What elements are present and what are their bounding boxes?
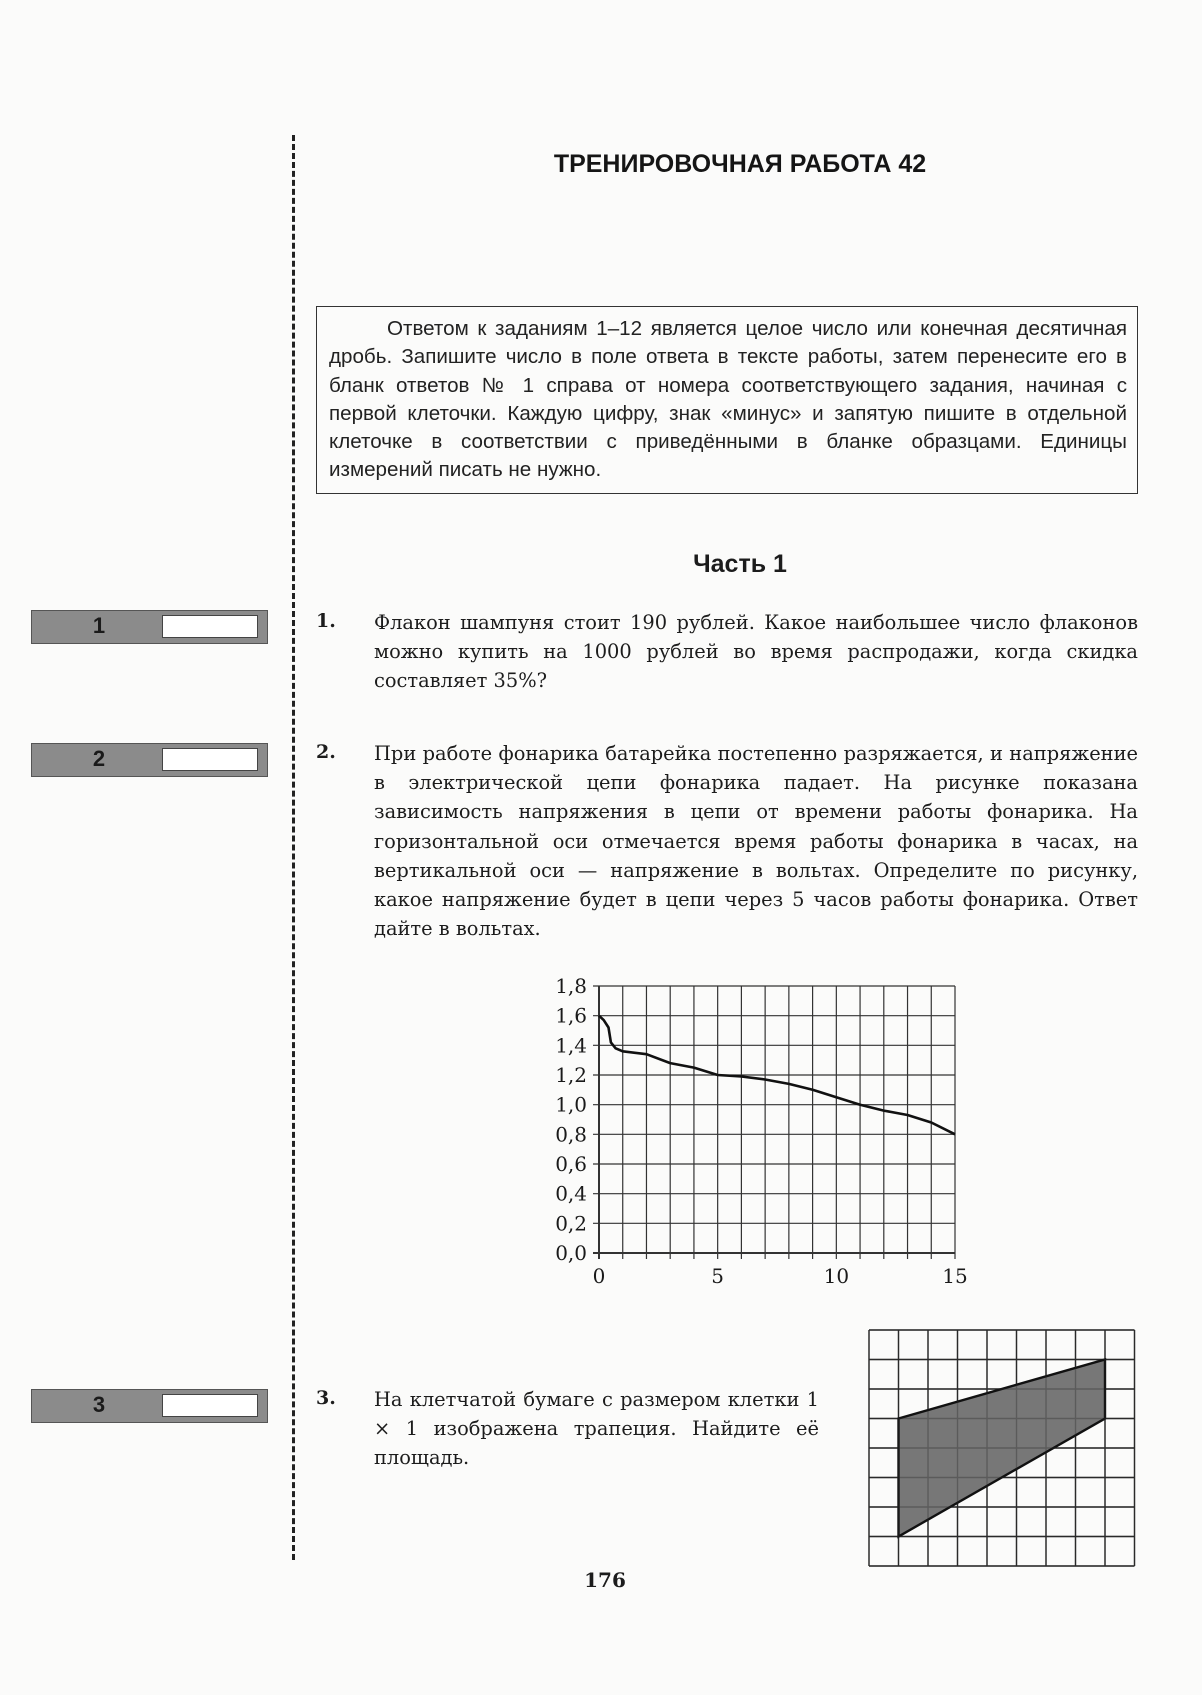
answer-box-1 bbox=[31, 610, 268, 644]
answer-field-2[interactable] bbox=[162, 748, 258, 771]
svg-text:1,4: 1,4 bbox=[555, 1033, 587, 1058]
svg-text:15: 15 bbox=[942, 1264, 968, 1288]
answer-box-3 bbox=[31, 1389, 268, 1423]
instructions-box: Ответом к заданиям 1–12 является целое число или конечная десятичная дробь. Запишите число в поле ответа в тексте работы, затем перенесите его в бланк ответов № 1 справа от номера соответствующего задания, начиная с первой клеточки. Каждую цифру, знак «минус» и запятую пишите в отдельной клеточке в соответствии с приведёнными в бланке образцами. Единицы измерений писать не нужно. bbox=[316, 306, 1138, 494]
chart-y-axis-labels bbox=[555, 974, 587, 1265]
svg-text:1,2: 1,2 bbox=[555, 1063, 587, 1087]
chart-x-axis-labels bbox=[593, 1264, 968, 1288]
svg-text:1,0: 1,0 bbox=[555, 1092, 587, 1117]
cut-line bbox=[292, 135, 295, 1560]
svg-text:0,6: 0,6 bbox=[555, 1152, 587, 1176]
chart-grid bbox=[593, 986, 955, 1259]
svg-text:0,2: 0,2 bbox=[555, 1211, 587, 1236]
answer-box-2 bbox=[31, 743, 268, 777]
answer-field-3[interactable] bbox=[162, 1394, 258, 1417]
task-1-number: 1. bbox=[316, 610, 336, 632]
svg-text:0: 0 bbox=[592, 1264, 606, 1288]
svg-text:0,0: 0,0 bbox=[555, 1241, 587, 1265]
answer-box-number: 2 bbox=[92, 746, 106, 771]
answer-field-1[interactable] bbox=[162, 615, 258, 638]
answer-box-number: 3 bbox=[92, 1392, 106, 1417]
part-heading: Часть 1 bbox=[693, 550, 787, 578]
voltage-chart bbox=[520, 965, 980, 1295]
page-number: 176 bbox=[584, 1568, 626, 1592]
svg-text:0,4: 0,4 bbox=[555, 1181, 587, 1206]
svg-text:1,8: 1,8 bbox=[555, 974, 587, 998]
task-3-number: 3. bbox=[316, 1387, 336, 1409]
svg-text:0,8: 0,8 bbox=[555, 1122, 587, 1147]
svg-text:10: 10 bbox=[823, 1264, 850, 1288]
task-2-text: При работе фонарика батарейка постепенно разряжается, и напряжение в электрической цепи фонарика падает. На рисунке показана зависимость напряжения в цепи от времени работы фонарика. На горизонтальной оси отмечается время работы фонарика в часах, на вертикальной оси — напряжение в вольтах. Определите по рисунку, какое напряжение будет в цепи через 5 часов работы фонарика. Ответ дайте в вольтах. bbox=[374, 742, 1138, 941]
svg-text:1,6: 1,6 bbox=[555, 1003, 587, 1028]
task-2-number: 2. bbox=[316, 741, 336, 763]
trapezoid-figure bbox=[862, 1324, 1144, 1574]
task-3-text: На клетчатой бумаге с размером клетки 1 × 1 изображена трапеция. Найдите её площадь. bbox=[374, 1388, 819, 1470]
svg-text:5: 5 bbox=[711, 1264, 725, 1288]
task-1-text: Флакон шампуня стоит 190 рублей. Какое наибольшее число флаконов можно купить на 1000 рублей во время распродажи, когда скидка составляет 35%? bbox=[374, 611, 1138, 693]
page-title: ТРЕНИРОВОЧНАЯ РАБОТА 42 bbox=[553, 150, 927, 178]
answer-box-number: 1 bbox=[92, 613, 106, 638]
